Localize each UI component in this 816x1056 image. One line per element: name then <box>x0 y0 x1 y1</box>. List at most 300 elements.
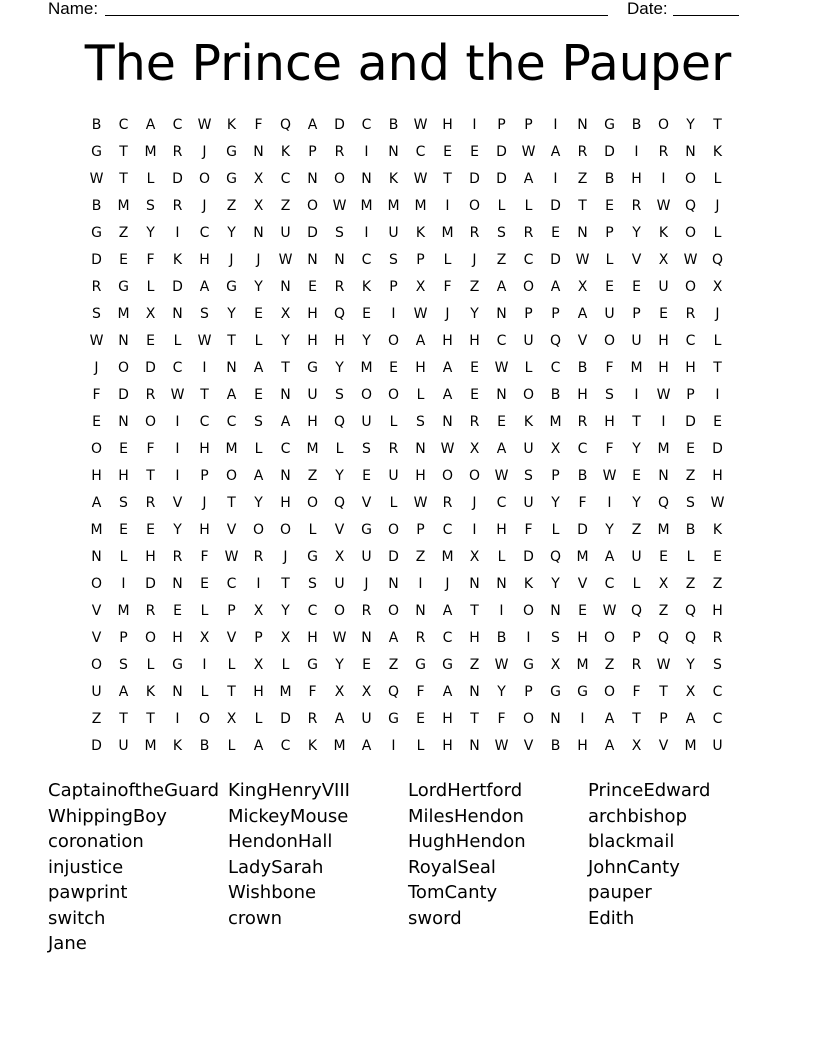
grid-letter: P <box>632 630 641 646</box>
grid-letter: Q <box>657 630 670 646</box>
grid-letter: N <box>388 576 399 592</box>
grid-letter: C <box>496 333 507 349</box>
grid-letter: L <box>713 171 722 187</box>
word-list-item: pauper <box>588 882 652 903</box>
grid-letter: N <box>469 738 480 754</box>
grid-letter: I <box>499 603 504 619</box>
grid-letter: N <box>685 144 696 160</box>
grid-letter: J <box>256 252 261 268</box>
grid-letter: Y <box>686 117 695 133</box>
grid-letter: F <box>605 360 614 376</box>
grid-letter: T <box>632 711 641 727</box>
grid-letter: L <box>497 198 506 214</box>
grid-letter: M <box>576 549 589 565</box>
grid-letter: V <box>91 603 102 619</box>
grid-letter: A <box>604 549 615 565</box>
grid-letter: W <box>413 306 428 322</box>
grid-letter: R <box>307 711 318 727</box>
grid-letter: R <box>91 279 102 295</box>
grid-letter: K <box>172 738 183 754</box>
grid-letter: Y <box>227 306 236 322</box>
grid-letter: D <box>145 576 156 592</box>
grid-letter: N <box>415 441 426 457</box>
grid-letter: Q <box>387 684 400 700</box>
grid-letter: R <box>469 414 480 430</box>
grid-letter: H <box>712 468 723 484</box>
grid-letter: C <box>577 441 588 457</box>
grid-letter: T <box>281 360 290 376</box>
grid-letter: Y <box>254 495 263 511</box>
grid-letter: N <box>658 468 669 484</box>
grid-letter: A <box>361 738 372 754</box>
grid-letter: N <box>91 549 102 565</box>
word-list-item: switch <box>48 907 106 929</box>
grid-letter: H <box>577 387 588 403</box>
grid-letter: T <box>227 333 236 349</box>
grid-letter: D <box>172 279 183 295</box>
grid-letter: N <box>280 279 291 295</box>
grid-letter: C <box>118 117 129 133</box>
grid-letter: O <box>90 576 103 592</box>
grid-letter: H <box>334 333 345 349</box>
grid-letter: O <box>387 522 400 538</box>
grid-letter: W <box>494 657 509 673</box>
grid-letter: P <box>524 117 533 133</box>
grid-letter: N <box>226 360 237 376</box>
grid-letter: W <box>224 549 239 565</box>
grid-letter: F <box>146 441 155 457</box>
grid-letter: K <box>523 576 534 592</box>
grid-letter: I <box>418 576 423 592</box>
date-blank-line[interactable] <box>673 15 739 16</box>
grid-letter: Y <box>335 360 344 376</box>
grid-letter: R <box>334 144 345 160</box>
grid-letter: R <box>415 630 426 646</box>
grid-letter: E <box>470 387 479 403</box>
grid-letter: S <box>416 414 425 430</box>
word-list-item: coronation <box>48 831 144 852</box>
grid-letter: L <box>632 576 641 592</box>
grid-letter: P <box>605 225 614 241</box>
grid-letter: Y <box>605 522 614 538</box>
grid-letter: L <box>254 711 263 727</box>
grid-letter: H <box>415 468 426 484</box>
word-list-item: LadySarah <box>228 856 324 878</box>
grid-letter: E <box>632 468 641 484</box>
grid-letter: O <box>144 414 157 430</box>
grid-letter: B <box>91 198 102 214</box>
grid-letter: H <box>118 468 129 484</box>
grid-letter: T <box>227 495 236 511</box>
grid-letter: I <box>472 117 477 133</box>
grid-letter: Y <box>551 576 560 592</box>
grid-letter: G <box>307 360 318 376</box>
grid-letter: I <box>715 387 720 403</box>
grid-letter: V <box>226 630 237 646</box>
grid-letter: Q <box>684 630 697 646</box>
grid-letter: T <box>470 603 479 619</box>
grid-letter: E <box>146 333 155 349</box>
grid-letter: R <box>172 144 183 160</box>
grid-letter: E <box>578 603 587 619</box>
grid-letter: M <box>360 198 373 214</box>
grid-letter: T <box>200 387 209 403</box>
grid-letter: U <box>361 414 372 430</box>
word-list-item: sword <box>408 907 462 929</box>
grid-letter: H <box>199 441 210 457</box>
grid-letter: L <box>227 657 236 673</box>
grid-letter: O <box>522 603 535 619</box>
grid-letter: E <box>443 144 452 160</box>
grid-letter: H <box>658 333 669 349</box>
grid-letter: Q <box>684 198 697 214</box>
grid-letter: G <box>226 171 237 187</box>
grid-letter: B <box>496 630 507 646</box>
grid-letter: Q <box>711 252 724 268</box>
grid-letter: M <box>144 144 157 160</box>
grid-letter: E <box>470 360 479 376</box>
grid-letter: Y <box>632 441 641 457</box>
grid-letter: A <box>550 144 561 160</box>
grid-letter: L <box>416 387 425 403</box>
grid-letter: J <box>445 306 450 322</box>
grid-letter: H <box>658 360 669 376</box>
grid-letter: Q <box>549 333 562 349</box>
grid-letter: B <box>388 117 399 133</box>
grid-letter: A <box>604 711 615 727</box>
grid-letter: D <box>280 711 291 727</box>
grid-letter: D <box>577 522 588 538</box>
grid-letter: W <box>494 738 509 754</box>
grid-letter: U <box>280 225 291 241</box>
grid-letter: O <box>684 279 697 295</box>
grid-letter: N <box>280 468 291 484</box>
grid-letter: X <box>145 306 156 322</box>
grid-letter: K <box>712 522 723 538</box>
grid-letter: Y <box>470 306 479 322</box>
grid-letter: P <box>227 603 236 619</box>
grid-letter: F <box>200 549 209 565</box>
grid-letter: G <box>604 117 615 133</box>
grid-letter: O <box>279 522 292 538</box>
grid-letter: J <box>472 495 477 511</box>
grid-letter: I <box>580 711 585 727</box>
grid-letter: N <box>118 333 129 349</box>
grid-letter: K <box>361 279 372 295</box>
grid-letter: O <box>360 387 373 403</box>
grid-letter: Y <box>551 495 560 511</box>
grid-letter: J <box>472 252 477 268</box>
grid-letter: Z <box>604 657 615 673</box>
word-list-item: TomCanty <box>408 882 498 903</box>
grid-letter: D <box>91 738 102 754</box>
grid-letter: W <box>197 333 212 349</box>
grid-letter: T <box>281 576 290 592</box>
word-list-item: RoyalSeal <box>408 856 496 878</box>
grid-letter: X <box>550 441 561 457</box>
grid-letter: G <box>307 549 318 565</box>
grid-letter: Y <box>362 333 371 349</box>
grid-letter: B <box>604 171 615 187</box>
grid-letter: W <box>413 495 428 511</box>
grid-letter: P <box>254 630 263 646</box>
grid-letter: T <box>470 711 479 727</box>
grid-letter: N <box>469 576 480 592</box>
grid-letter: A <box>442 387 453 403</box>
grid-letter: N <box>550 711 561 727</box>
grid-letter: S <box>200 306 209 322</box>
grid-letter: H <box>172 630 183 646</box>
word-list-item: WhippingBoy <box>48 805 167 827</box>
grid-letter: J <box>364 576 369 592</box>
grid-letter: C <box>712 711 723 727</box>
word-search-grid <box>83 112 731 760</box>
grid-letter: O <box>198 711 211 727</box>
grid-letter: F <box>308 684 317 700</box>
name-blank-line[interactable] <box>105 15 608 16</box>
grid-letter: U <box>631 333 642 349</box>
grid-letter: F <box>497 711 506 727</box>
grid-letter: E <box>551 225 560 241</box>
grid-letter: D <box>388 549 399 565</box>
grid-letter: I <box>634 387 639 403</box>
grid-letter: X <box>631 738 642 754</box>
grid-letter: R <box>334 279 345 295</box>
grid-letter: A <box>442 603 453 619</box>
grid-letter: K <box>307 738 318 754</box>
grid-letter: S <box>146 198 155 214</box>
grid-letter: A <box>280 414 291 430</box>
grid-letter: V <box>577 333 588 349</box>
grid-letter: F <box>416 684 425 700</box>
grid-letter: D <box>145 360 156 376</box>
grid-letter: L <box>497 549 506 565</box>
grid-letter: N <box>577 117 588 133</box>
date-label: Date: <box>627 0 668 18</box>
grid-letter: Z <box>469 279 480 295</box>
grid-letter: A <box>523 171 534 187</box>
grid-letter: H <box>577 630 588 646</box>
grid-letter: U <box>712 738 723 754</box>
grid-letter: U <box>388 225 399 241</box>
grid-letter: E <box>416 711 425 727</box>
grid-letter: E <box>686 441 695 457</box>
grid-letter: A <box>388 630 399 646</box>
grid-letter: C <box>685 333 696 349</box>
grid-letter: H <box>307 333 318 349</box>
grid-letter: B <box>577 468 588 484</box>
grid-letter: J <box>202 144 207 160</box>
grid-letter: G <box>361 522 372 538</box>
grid-letter: T <box>632 414 641 430</box>
grid-letter: N <box>442 414 453 430</box>
grid-letter: N <box>307 252 318 268</box>
grid-letter: X <box>253 198 264 214</box>
grid-letter: R <box>469 225 480 241</box>
grid-letter: M <box>225 441 238 457</box>
grid-letter: J <box>445 576 450 592</box>
grid-letter: S <box>713 657 722 673</box>
grid-letter: O <box>684 171 697 187</box>
grid-letter: I <box>364 144 369 160</box>
grid-letter: O <box>90 657 103 673</box>
grid-letter: V <box>226 522 237 538</box>
grid-letter: H <box>604 414 615 430</box>
grid-letter: O <box>252 522 265 538</box>
grid-letter: U <box>118 738 129 754</box>
grid-letter: D <box>523 549 534 565</box>
grid-letter: H <box>469 333 480 349</box>
grid-letter: D <box>334 117 345 133</box>
grid-letter: N <box>577 225 588 241</box>
grid-letter: H <box>577 738 588 754</box>
grid-letter: Z <box>631 522 642 538</box>
grid-letter: V <box>631 252 642 268</box>
grid-letter: P <box>551 468 560 484</box>
grid-letter: E <box>605 198 614 214</box>
grid-letter: H <box>307 630 318 646</box>
grid-letter: Y <box>497 684 506 700</box>
grid-letter: O <box>684 225 697 241</box>
grid-letter: N <box>496 306 507 322</box>
grid-letter: L <box>119 549 128 565</box>
grid-letter: O <box>657 117 670 133</box>
grid-letter: R <box>712 630 723 646</box>
grid-letter: O <box>117 360 130 376</box>
grid-letter: X <box>577 279 588 295</box>
grid-letter: N <box>550 603 561 619</box>
grid-letter: F <box>632 684 641 700</box>
grid-letter: S <box>335 225 344 241</box>
grid-letter: X <box>253 657 264 673</box>
grid-letter: K <box>523 414 534 430</box>
grid-letter: Y <box>686 657 695 673</box>
grid-letter: H <box>442 117 453 133</box>
grid-letter: N <box>307 171 318 187</box>
grid-letter: O <box>522 711 535 727</box>
grid-letter: A <box>91 495 102 511</box>
grid-letter: A <box>685 711 696 727</box>
grid-letter: E <box>659 306 668 322</box>
grid-letter: D <box>496 171 507 187</box>
grid-letter: E <box>146 522 155 538</box>
grid-letter: Y <box>632 225 641 241</box>
grid-letter: E <box>470 144 479 160</box>
grid-letter: W <box>413 117 428 133</box>
word-list-item: crown <box>228 907 283 929</box>
grid-letter: A <box>145 117 156 133</box>
grid-letter: M <box>414 198 427 214</box>
grid-letter: C <box>604 576 615 592</box>
grid-letter: J <box>715 198 720 214</box>
grid-letter: A <box>253 738 264 754</box>
grid-letter: D <box>172 171 183 187</box>
grid-letter: W <box>413 171 428 187</box>
grid-letter: G <box>550 684 561 700</box>
grid-letter: I <box>472 522 477 538</box>
grid-letter: I <box>661 414 666 430</box>
grid-letter: O <box>522 387 535 403</box>
grid-letter: D <box>91 252 102 268</box>
grid-letter: D <box>496 144 507 160</box>
grid-letter: W <box>494 468 509 484</box>
grid-letter: W <box>683 252 698 268</box>
grid-letter: I <box>364 225 369 241</box>
grid-letter: H <box>91 468 102 484</box>
word-list-item: LordHertford <box>408 780 523 801</box>
grid-letter: K <box>415 225 426 241</box>
grid-letter: I <box>634 144 639 160</box>
grid-letter: S <box>119 657 128 673</box>
grid-letter: J <box>202 495 207 511</box>
grid-letter: N <box>280 387 291 403</box>
grid-letter: Z <box>577 171 588 187</box>
grid-letter: C <box>442 630 453 646</box>
name-label: Name: <box>48 0 99 18</box>
grid-letter: E <box>308 279 317 295</box>
word-list-item: HendonHall <box>228 831 333 852</box>
grid-letter: O <box>90 441 103 457</box>
word-list-item: Jane <box>48 933 87 954</box>
grid-letter: U <box>388 468 399 484</box>
grid-letter: I <box>175 414 180 430</box>
grid-letter: P <box>389 279 398 295</box>
grid-letter: G <box>91 225 102 241</box>
grid-letter: X <box>415 279 426 295</box>
grid-letter: A <box>253 360 264 376</box>
grid-letter: L <box>254 333 263 349</box>
grid-letter: L <box>146 279 155 295</box>
grid-letter: L <box>551 522 560 538</box>
grid-letter: C <box>172 117 183 133</box>
grid-letter: I <box>175 225 180 241</box>
grid-letter: Y <box>281 603 290 619</box>
grid-letter: S <box>686 495 695 511</box>
grid-letter: X <box>550 657 561 673</box>
grid-letter: O <box>603 630 616 646</box>
grid-letter: Z <box>280 198 291 214</box>
grid-letter: X <box>658 576 669 592</box>
grid-letter: T <box>119 711 128 727</box>
grid-letter: P <box>308 144 317 160</box>
grid-letter: C <box>712 684 723 700</box>
grid-letter: I <box>391 306 396 322</box>
grid-letter: R <box>577 414 588 430</box>
grid-letter: A <box>550 279 561 295</box>
grid-letter: Y <box>173 522 182 538</box>
grid-letter: X <box>199 630 210 646</box>
grid-letter: I <box>526 630 531 646</box>
grid-letter: A <box>604 738 615 754</box>
grid-letter: M <box>333 738 346 754</box>
grid-letter: X <box>253 603 264 619</box>
grid-letter: Z <box>415 549 426 565</box>
grid-letter: X <box>712 279 723 295</box>
grid-letter: Z <box>388 657 399 673</box>
grid-letter: S <box>605 387 614 403</box>
grid-letter: E <box>632 279 641 295</box>
grid-letter: G <box>118 279 129 295</box>
grid-letter: J <box>202 198 207 214</box>
word-list-item: KingHenryVIII <box>228 780 350 801</box>
grid-letter: X <box>361 684 372 700</box>
grid-letter: I <box>202 360 207 376</box>
grid-letter: R <box>145 495 156 511</box>
grid-letter: L <box>713 333 722 349</box>
grid-letter: C <box>199 225 210 241</box>
grid-letter: E <box>119 522 128 538</box>
grid-letter: O <box>225 468 238 484</box>
